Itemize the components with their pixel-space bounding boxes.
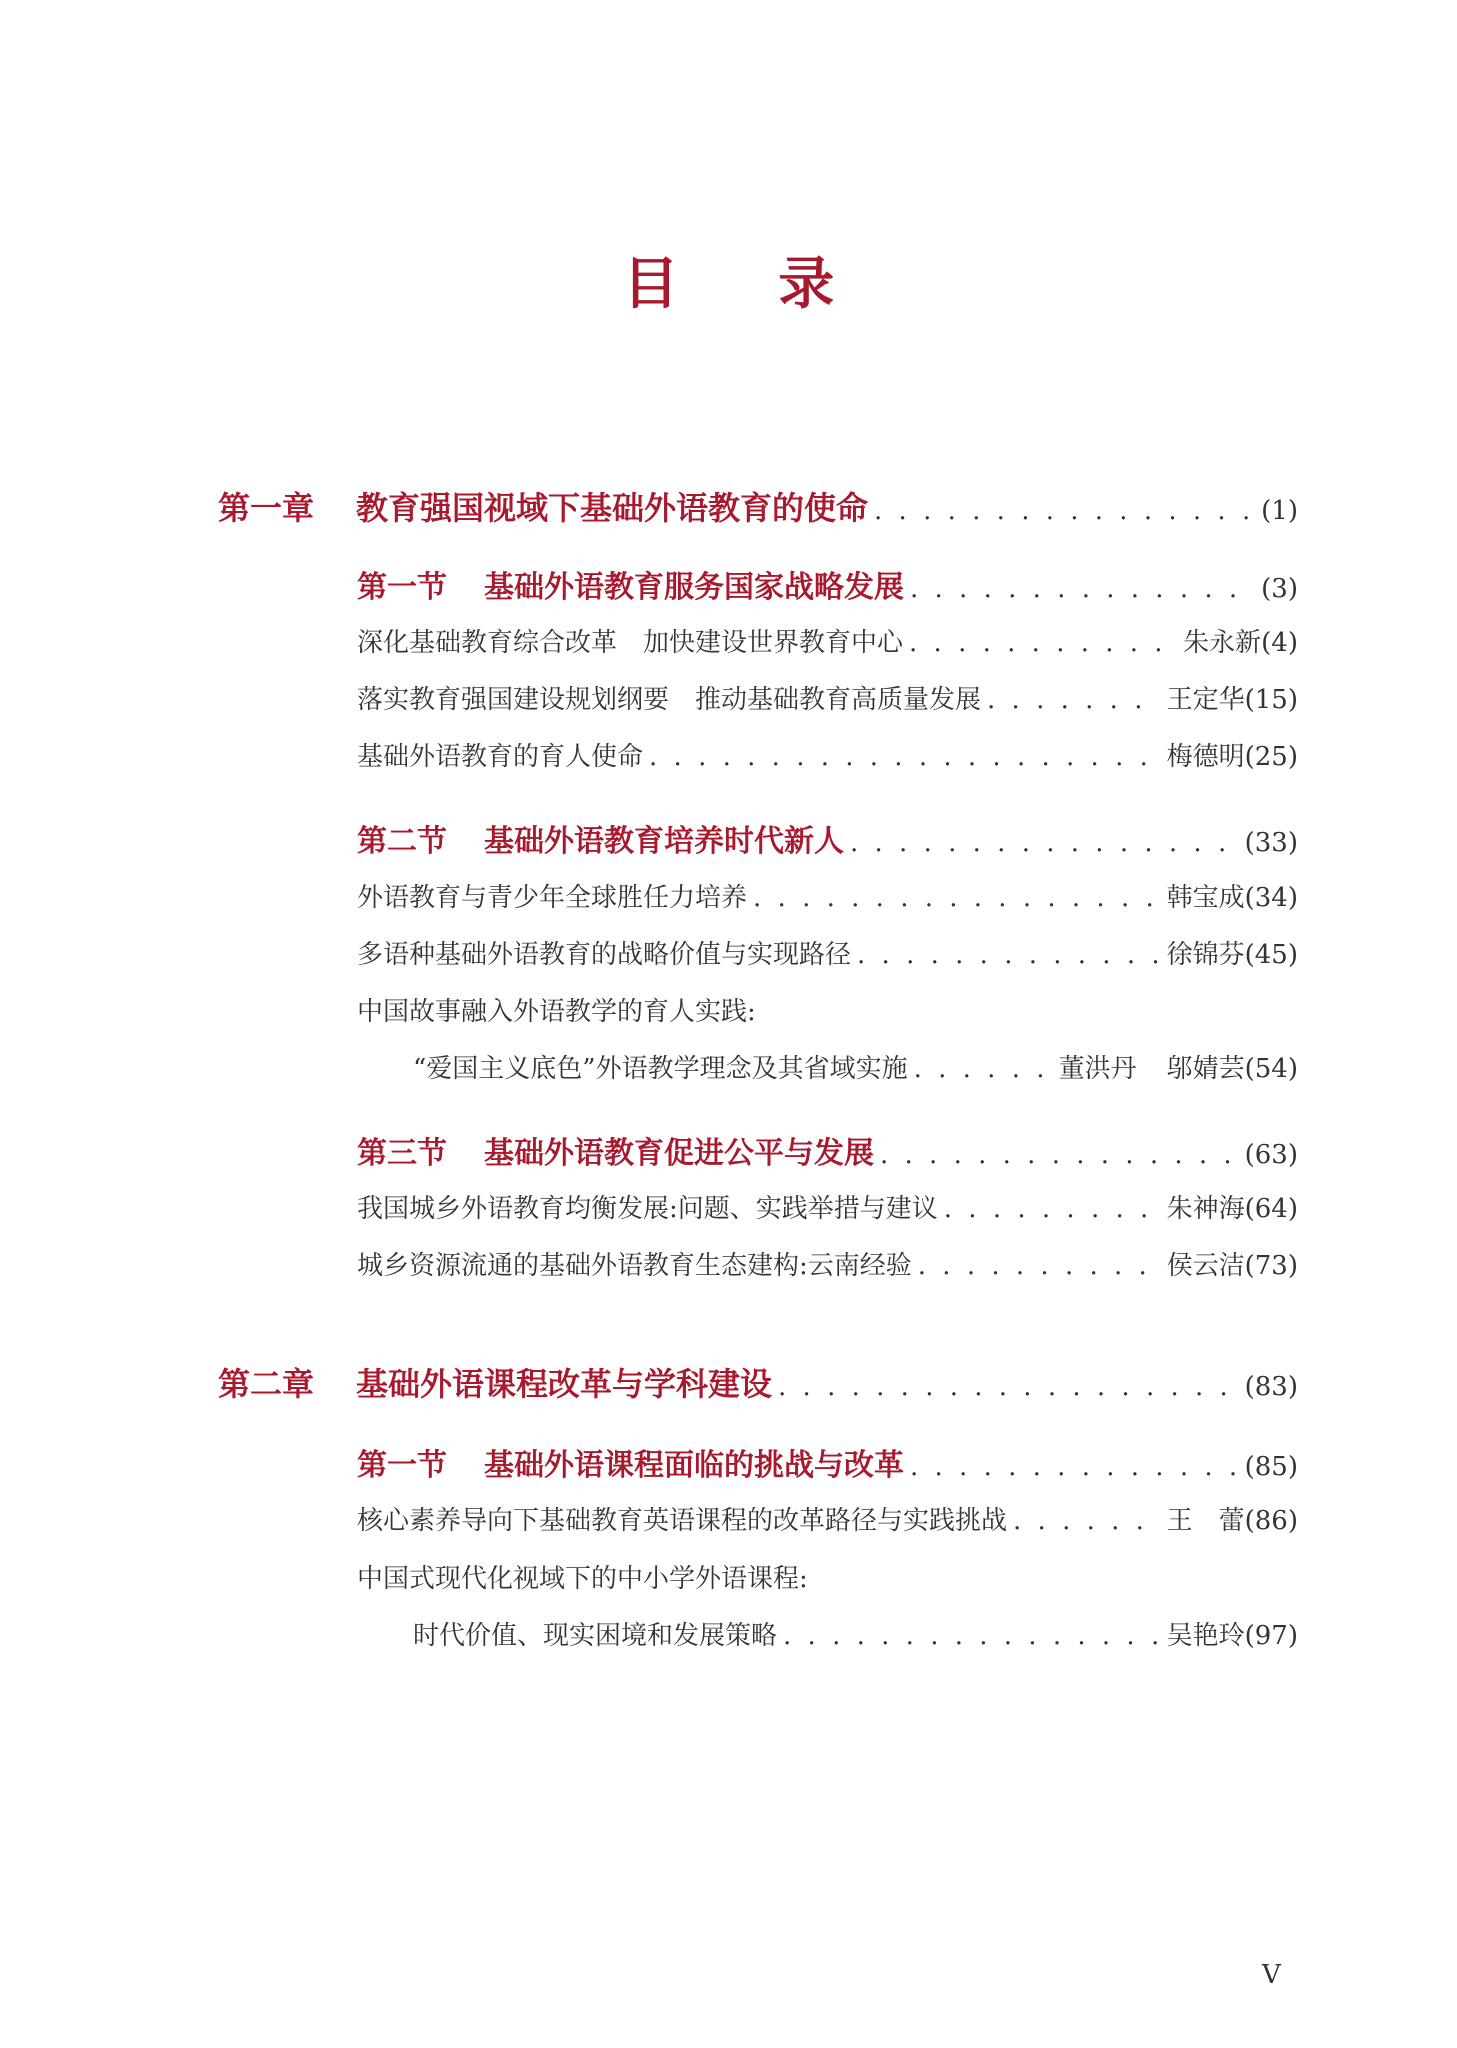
leader-dots — [880, 1140, 1239, 1170]
article-author: 吴艳玲 — [1166, 1621, 1245, 1651]
toc-article-heading[interactable] — [357, 991, 1298, 1028]
page-number: (97) — [1244, 1621, 1298, 1651]
toc-section[interactable] — [357, 816, 1298, 860]
page-number: (45) — [1244, 940, 1298, 970]
leader-dots — [910, 574, 1255, 604]
article-author: 徐锦芬 — [1166, 940, 1245, 970]
article-title: “爱国主义底色”外语教学理念及其省域实施 — [413, 1054, 908, 1084]
toc-article[interactable] — [357, 1500, 1298, 1537]
leader-dots — [918, 1251, 1161, 1281]
page-number: (85) — [1244, 1452, 1298, 1482]
toc-article[interactable] — [357, 1245, 1298, 1282]
toc-article[interactable] — [357, 1188, 1298, 1225]
leader-dots — [753, 883, 1161, 913]
article-title: 中国式现代化视域下的中小学外语课程: — [357, 1564, 808, 1594]
section-title: 基础外语课程面临的挑战与改革 — [484, 1448, 904, 1483]
article-title: 基础外语教育的育人使命 — [357, 742, 644, 772]
article-title: 城乡资源流通的基础外语教育生态建构:云南经验 — [357, 1251, 912, 1281]
article-title: 中国故事融入外语教学的育人实践: — [357, 997, 756, 1027]
article-title: 深化基础教育综合改革 加快建设世界教育中心 — [357, 628, 904, 658]
page-title: 目 录 — [622, 251, 875, 317]
page-number: (64) — [1244, 1194, 1298, 1224]
article-author: 侯云洁 — [1166, 1251, 1245, 1281]
chapter-number: 第一章 — [218, 489, 315, 527]
toc-section[interactable] — [357, 1440, 1298, 1484]
page-number: (3) — [1261, 574, 1298, 604]
toc-article[interactable] — [357, 877, 1298, 914]
leader-dots — [874, 496, 1255, 526]
leader-dots — [910, 1452, 1239, 1482]
section-number: 第二节 — [357, 824, 447, 859]
section-title: 基础外语教育服务国家战略发展 — [484, 570, 904, 605]
article-author: 王 蕾 — [1166, 1506, 1245, 1536]
article-title: 落实教育强国建设规划纲要 推动基础教育高质量发展 — [357, 685, 982, 715]
toc-article[interactable] — [357, 736, 1298, 773]
leader-dots — [857, 940, 1161, 970]
article-title: 外语教育与青少年全球胜任力培养 — [357, 883, 748, 913]
article-author-2: 邬婧芸 — [1166, 1054, 1245, 1084]
toc-section[interactable] — [357, 562, 1298, 606]
page-number: (86) — [1244, 1506, 1298, 1536]
chapter-title: 基础外语课程改革与学科建设 — [356, 1365, 773, 1403]
leader-dots — [850, 828, 1239, 858]
article-title: 多语种基础外语教育的战略价值与实现路径 — [357, 940, 852, 970]
section-title: 基础外语教育培养时代新人 — [484, 824, 844, 859]
page-number: (63) — [1244, 1140, 1298, 1170]
article-author: 董洪丹 — [1058, 1054, 1137, 1084]
leader-dots — [1013, 1506, 1161, 1536]
page-number: (4) — [1261, 628, 1298, 658]
toc-chapter-2[interactable] — [218, 1359, 1298, 1405]
article-title: 时代价值、现实困境和发展策略 — [413, 1621, 778, 1651]
page-number: (73) — [1244, 1251, 1298, 1281]
page-number: (33) — [1244, 828, 1298, 858]
section-number: 第一节 — [357, 1448, 447, 1483]
leader-dots — [987, 685, 1161, 715]
toc-article[interactable] — [357, 934, 1298, 971]
page-number: (34) — [1244, 883, 1298, 913]
page-number: (83) — [1244, 1372, 1298, 1402]
article-author: 王定华 — [1166, 685, 1245, 715]
leader-dots — [909, 628, 1177, 658]
toc-article[interactable] — [413, 1048, 1298, 1085]
toc-section[interactable] — [357, 1128, 1298, 1172]
article-author: 梅德明 — [1166, 742, 1245, 772]
section-title: 基础外语教育促进公平与发展 — [484, 1136, 874, 1171]
toc-article[interactable] — [357, 622, 1298, 659]
page-folio: V — [1262, 1960, 1281, 1990]
toc-article-heading[interactable] — [357, 1558, 1298, 1595]
article-author: 朱神海 — [1166, 1194, 1245, 1224]
page-number: (54) — [1244, 1054, 1298, 1084]
section-number: 第三节 — [357, 1136, 447, 1171]
leader-dots — [778, 1372, 1239, 1402]
article-title: 核心素养导向下基础教育英语课程的改革路径与实践挑战 — [357, 1506, 1008, 1536]
leader-dots — [944, 1194, 1161, 1224]
article-author: 朱永新 — [1183, 628, 1262, 658]
toc-article[interactable] — [357, 679, 1298, 716]
page-number: (1) — [1261, 496, 1298, 526]
toc-article[interactable] — [413, 1615, 1298, 1652]
page-number: (25) — [1244, 742, 1298, 772]
section-number: 第一节 — [357, 570, 447, 605]
chapter-title: 教育强国视域下基础外语教育的使命 — [356, 489, 869, 527]
leader-dots — [649, 742, 1161, 772]
article-author: 韩宝成 — [1166, 883, 1245, 913]
chapter-number: 第二章 — [218, 1365, 315, 1403]
leader-dots — [914, 1054, 1053, 1084]
toc-chapter-1[interactable] — [218, 483, 1298, 529]
leader-dots — [783, 1621, 1161, 1651]
article-title: 我国城乡外语教育均衡发展:问题、实践举措与建议 — [357, 1194, 938, 1224]
page-number: (15) — [1244, 685, 1298, 715]
